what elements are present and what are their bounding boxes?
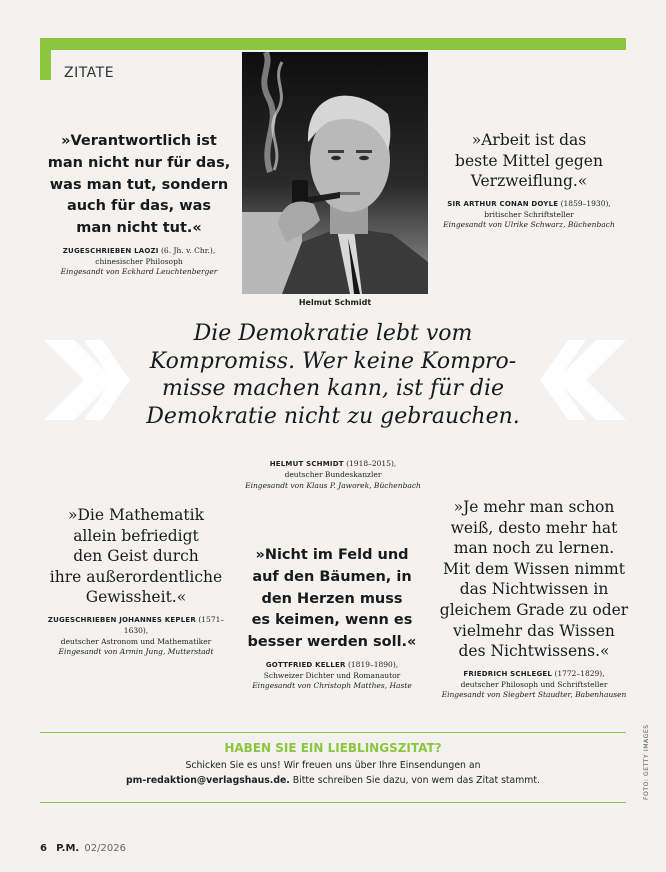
quote-line: den Herzen muss — [261, 590, 403, 607]
quote-line: auf den Bäumen, in — [252, 568, 412, 585]
quote-line: beste Mittel gegen — [455, 151, 603, 170]
quote-line: »Verantwortlich ist — [61, 133, 217, 149]
author-role: Schweizer Dichter und Romanautor — [263, 670, 401, 680]
photo-caption: Helmut Schmidt — [298, 298, 372, 307]
quote-text — [436, 130, 622, 192]
submitted-by: Eingesandt von Armin Jung, Mutterstadt — [58, 647, 214, 657]
quote-doyle — [436, 130, 622, 231]
quote-line: gleichem Grade zu oder — [439, 601, 629, 620]
quote-line: Verzweiflung.« — [470, 172, 588, 191]
quote-line: es keimen, wenn es — [251, 612, 413, 629]
quote-line: weiß, desto mehr hat — [450, 518, 618, 537]
photo-credit: FOTO: GETTY IMAGES — [643, 724, 650, 800]
author-years: (1918–2015), — [346, 459, 397, 468]
portrait-illustration — [242, 52, 428, 294]
quote-laozi — [44, 131, 234, 278]
quote-line: Demokratie nicht zu gebrauchen. — [146, 404, 520, 430]
featured-quote-attribution — [183, 459, 483, 491]
quote-keller — [234, 545, 430, 692]
quote-line: Kompromiss. Wer keine Kompro- — [149, 348, 517, 374]
author-role: britischer Schriftsteller — [484, 209, 574, 219]
quote-text — [434, 497, 634, 662]
submitted-by: Eingesandt von Eckhard Leuchtenberger — [60, 267, 218, 277]
page-footer — [40, 843, 126, 854]
issue-number: 02/2026 — [84, 843, 126, 854]
author-role: deutscher Astronom und Mathematiker — [60, 636, 212, 646]
author-years: (1571–1630), — [123, 615, 225, 635]
author-role: deutscher Bundeskanzler — [284, 469, 382, 479]
quote-line: Mit dem Wissen nimmt — [443, 559, 625, 578]
submitted-by: Eingesandt von Siegbert Staudter, Babenhausen — [441, 690, 627, 700]
quote-attribution — [434, 669, 634, 701]
author-name: ZUGESCHRIEBEN LAOZI — [62, 246, 159, 255]
submitted-by: Eingesandt von Klaus P. Jaworek, Büchenbach — [245, 480, 421, 490]
portrait-photo — [242, 52, 428, 294]
quote-line: allein befriedigt — [73, 526, 199, 545]
author-name: FRIEDRICH SCHLEGEL — [463, 669, 553, 678]
quote-schlegel — [434, 497, 634, 701]
author-years: (1819–1890), — [347, 659, 399, 669]
author-years: (6. Jh. v. Chr.), — [161, 245, 216, 255]
quote-line: was man tut, sondern — [49, 176, 229, 193]
quote-line: besser werden soll.« — [247, 634, 417, 650]
quote-line: Gewissheit.« — [85, 588, 187, 607]
author-role: chinesischer Philosoph — [95, 256, 183, 266]
quote-line: »Nicht im Feld und — [255, 547, 409, 563]
quote-attribution — [234, 660, 430, 692]
page-number: 6 — [40, 843, 47, 854]
cta-heading: HABEN SIE EIN LIEBLINGSZITAT? — [224, 741, 442, 755]
top-accent-bar — [40, 38, 626, 50]
quote-text — [234, 545, 430, 654]
author-years: (1859–1930), — [560, 198, 611, 208]
section-accent-bar — [40, 38, 51, 80]
submitted-by: Eingesandt von Christoph Matthes, Haste — [252, 681, 412, 691]
quote-line: misse machen kann, ist für die — [161, 376, 505, 402]
quote-line: man nicht tut.« — [76, 220, 202, 236]
quote-line: vielmehr das Wissen — [453, 621, 615, 640]
cta-line: Schicken Sie es uns! Wir freuen uns über Ihre Einsendungen an — [185, 760, 481, 771]
cta-body — [40, 758, 626, 789]
author-years: (1772–1829), — [554, 668, 605, 678]
section-label: ZITATE — [64, 65, 115, 81]
quote-line: den Geist durch — [73, 547, 199, 566]
cta-email-link[interactable]: pm-redaktion@verlagshaus.de. — [126, 775, 290, 787]
quote-line: man noch zu lernen. — [453, 539, 615, 558]
quote-line: »Je mehr man schon — [453, 498, 615, 516]
featured-quote — [100, 320, 566, 431]
author-role: deutscher Philosoph und Schriftsteller — [460, 679, 608, 689]
author-name: ZUGESCHRIEBEN JOHANNES KEPLER — [47, 616, 196, 625]
author-name: HELMUT SCHMIDT — [269, 460, 344, 468]
submitted-by: Eingesandt von Ulrike Schwarz, Büchenbach — [443, 220, 615, 230]
cta-line: Bitte schreiben Sie dazu, von wem das Zitat stammt. — [289, 775, 540, 787]
quote-attribution — [44, 246, 234, 278]
quote-line: man nicht nur für das, — [47, 154, 231, 171]
author-name: SIR ARTHUR CONAN DOYLE — [447, 199, 559, 208]
magazine-name: P.M. — [56, 843, 80, 854]
divider-bottom — [40, 802, 626, 803]
quote-attribution — [38, 615, 234, 658]
quote-attribution — [436, 199, 622, 231]
author-name: GOTTFRIED KELLER — [265, 660, 346, 669]
quote-line: des Nichtwissens.« — [458, 642, 610, 661]
divider-top — [40, 732, 626, 733]
quote-text — [44, 131, 234, 240]
quote-kepler — [38, 505, 234, 658]
quote-line: ihre außerordentliche — [49, 567, 223, 586]
quote-text — [38, 505, 234, 608]
quote-line: Die Demokratie lebt vom — [193, 321, 473, 346]
quote-line: »Arbeit ist das — [471, 131, 587, 149]
quote-line: »Die Mathematik — [68, 506, 204, 524]
quote-line: das Nichtwissen in — [459, 580, 609, 599]
quote-line: auch für das, was — [66, 198, 212, 215]
